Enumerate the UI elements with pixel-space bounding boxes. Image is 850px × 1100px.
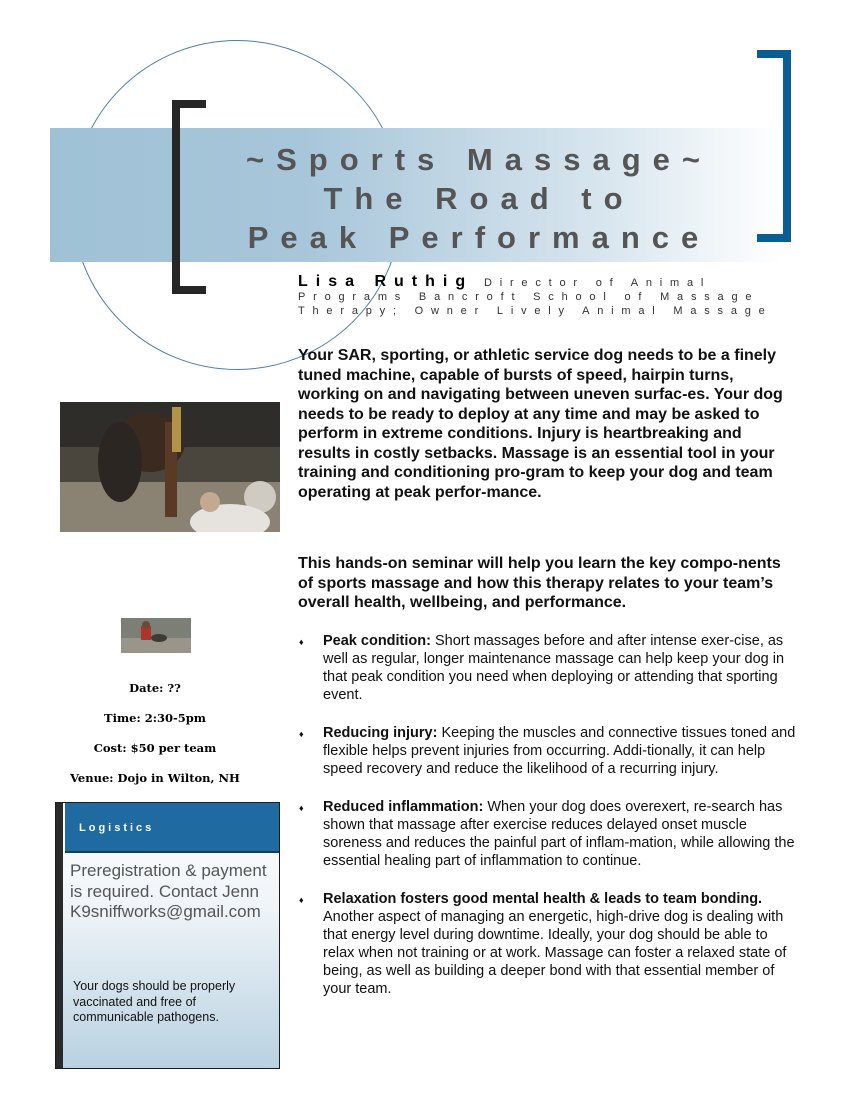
event-cost: Cost: $50 per team xyxy=(93,741,217,755)
benefit-item xyxy=(298,632,798,704)
photo-illustration xyxy=(60,402,280,532)
event-venue: Venue: Dojo in Wilton, NH xyxy=(70,771,240,785)
benefit-heading: Reduced inflammation: xyxy=(323,799,484,815)
seminar-paragraph: This hands-on seminar will help you learn the key compo-nents of sports massage and how this therapy relates to your team’s overall health, wellbeing, and performance. xyxy=(298,555,781,611)
flyer-title xyxy=(214,140,744,257)
benefit-text: Keeping the muscles and connective tissues toned and flexible helps prevent injuries from occurring. Addi-tionally, it can help speed recovery and reduce the likelihood of a recurring injury. xyxy=(323,725,796,777)
diamond-bullet-icon: ♦ xyxy=(299,895,304,905)
logistics-vaccination-note: Your dogs should be properly vaccinated and free of communicable pathogens. xyxy=(73,979,236,1024)
benefit-text: Another aspect of managing an energetic, high-drive dog is dealing with that energy level during downtime. Ideally, your dog should be able to relax when not training or at work. Massage can foster a relaxed state of being, as well as building a deeper bond with that essential member of your team. xyxy=(323,909,787,997)
benefit-heading: Peak condition: xyxy=(323,633,431,649)
logistics-registration-text: Preregistration & payment is required. Contact Jenn K9sniffworks@gmail.com xyxy=(70,861,267,921)
logistics-side-bar xyxy=(56,803,63,1068)
event-date: Date: ?? xyxy=(129,681,181,695)
benefit-item xyxy=(298,724,798,778)
title-line-3: Peak Performance xyxy=(247,220,711,255)
diamond-bullet-icon: ♦ xyxy=(299,729,304,739)
left-bracket-decoration xyxy=(172,100,206,294)
logistics-box xyxy=(55,802,280,1069)
benefit-text: Short massages before and after intense exer-cise, as well as regular, longer maintenance massage can help keep your dog in that peak condition you need when deploying or attending that sporting event. xyxy=(323,633,785,703)
benefit-heading: Reducing injury: xyxy=(323,725,438,741)
author-name: Lisa Ruthig xyxy=(298,273,474,290)
event-time: Time: 2:30-5pm xyxy=(104,711,206,725)
diamond-bullet-icon: ♦ xyxy=(299,803,304,813)
author-role: Director of Animal Programs Bancroft School of Massage Therapy; Owner Lively Animal Massage xyxy=(298,277,773,317)
small-photo-illustration xyxy=(121,618,191,653)
benefits-list xyxy=(298,632,798,998)
dog-massage-photo xyxy=(60,402,280,532)
benefit-item xyxy=(298,798,798,870)
author-byline xyxy=(298,275,798,318)
title-line-2: The Road to xyxy=(323,181,635,216)
benefit-item xyxy=(298,890,798,998)
diamond-bullet-icon: ♦ xyxy=(299,637,304,647)
outdoor-dog-photo xyxy=(121,618,191,653)
logistics-header xyxy=(65,803,279,853)
benefit-text: When your dog does overexert, re-search has shown that massage after exercise reduces delayed onset muscle soreness and reduces the painful part of inflam-mation, while allowing the essential healing part of inflammation to continue. xyxy=(323,799,795,869)
logistics-heading: Logistics xyxy=(79,822,155,834)
title-line-1: ~Sports Massage~ xyxy=(246,142,712,177)
right-bracket-decoration xyxy=(757,50,791,242)
benefit-heading: Relaxation fosters good mental health & leads to team bonding. xyxy=(323,891,763,907)
intro-paragraph: Your SAR, sporting, or athletic service dog needs to be a finely tuned machine, capable of bursts of speed, hairpin turns, working on and navigating between uneven surfac-es. Your dog needs to be ready to deploy at any time and may be asked to perform in extreme conditions. Injury is heartbreaking and results in costly setbacks. Massage is an essential tool in your training and conditioning pro-gram to keep your dog and team operating at peak perfor-mance. xyxy=(298,347,783,501)
